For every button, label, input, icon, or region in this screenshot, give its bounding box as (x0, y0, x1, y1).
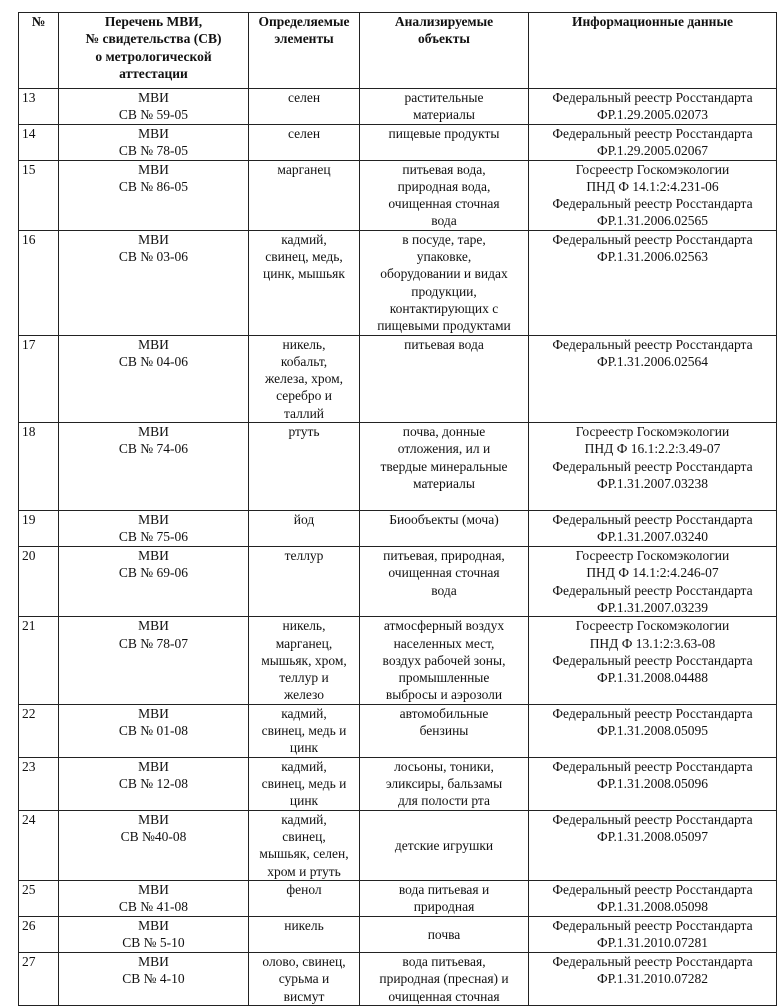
row-info: Федеральный реестр Росстандарта ФР.1.31.2010.07282 (529, 952, 777, 1005)
row-objects: вода питьевая, природная (пресная) и очищенная сточная (360, 952, 529, 1005)
row-info: Госреестр Госкомэкологии ПНД Ф 16.1:2.2:3.49-07 Федеральный реестр Росстандарта ФР.1.31.2007.03238 (529, 423, 777, 511)
row-info: Госреестр Госкомэкологии ПНД Ф 14.1:2:4.246-07 Федеральный реестр Росстандарта ФР.1.31.2007.03239 (529, 547, 777, 617)
table-row (19, 757, 777, 810)
row-mvi: МВИ СВ №40-08 (59, 810, 249, 880)
row-objects: в посуде, таре, упаковке, оборудовании и видах продукции, контактирующих с пищевыми продуктами (360, 230, 529, 335)
row-elements: кадмий, свинец, медь и цинк (249, 757, 360, 810)
row-num: 13 (19, 89, 59, 125)
row-mvi: МВИ СВ № 5-10 (59, 916, 249, 952)
row-mvi: МВИ СВ № 75-06 (59, 511, 249, 547)
row-mvi: МВИ СВ № 12-08 (59, 757, 249, 810)
row-mvi: МВИ СВ № 69-06 (59, 547, 249, 617)
row-elements: селен (249, 89, 360, 125)
row-num: 15 (19, 160, 59, 230)
table-header-row (19, 13, 777, 89)
table-row (19, 125, 777, 161)
header-num: № (19, 13, 59, 89)
row-objects: автомобильные бензины (360, 704, 529, 757)
row-info: Федеральный реестр Росстандарта ФР.1.31.2007.03240 (529, 511, 777, 547)
row-elements: йод (249, 511, 360, 547)
row-num: 25 (19, 880, 59, 916)
row-objects: пищевые продукты (360, 125, 529, 161)
table-row (19, 335, 777, 422)
row-objects: питьевая, природная, очищенная сточная вода (360, 547, 529, 617)
row-objects: почва, донные отложения, ил и твердые минеральные материалы (360, 423, 529, 511)
row-num: 17 (19, 335, 59, 422)
row-info: Федеральный реестр Росстандарта ФР.1.29.2005.02067 (529, 125, 777, 161)
row-mvi: МВИ СВ № 04-06 (59, 335, 249, 422)
row-mvi: МВИ СВ № 01-08 (59, 704, 249, 757)
row-elements: кадмий, свинец, медь, цинк, мышьяк (249, 230, 360, 335)
row-objects: почва (360, 916, 529, 952)
row-elements: фенол (249, 880, 360, 916)
row-num: 21 (19, 617, 59, 704)
row-info: Госреестр Госкомэкологии ПНД Ф 13.1:2:3.63-08 Федеральный реестр Росстандарта ФР.1.31.2008.04488 (529, 617, 777, 704)
row-num: 18 (19, 423, 59, 511)
table-row (19, 810, 777, 880)
row-objects: растительные материалы (360, 89, 529, 125)
row-info: Госреестр Госкомэкологии ПНД Ф 14.1:2:4.231-06 Федеральный реестр Росстандарта ФР.1.31.2006.02565 (529, 160, 777, 230)
table-row (19, 952, 777, 1005)
row-mvi: МВИ СВ № 86-05 (59, 160, 249, 230)
table-row (19, 89, 777, 125)
row-num: 26 (19, 916, 59, 952)
row-objects: Биообъекты (моча) (360, 511, 529, 547)
row-info: Федеральный реестр Росстандарта ФР.1.31.2010.07281 (529, 916, 777, 952)
header-mvi: Перечень МВИ, № свидетельства (СВ) о метрологической аттестации (59, 13, 249, 89)
row-num: 19 (19, 511, 59, 547)
row-elements: кадмий, свинец, мышьяк, селен, хром и ртуть (249, 810, 360, 880)
row-objects: питьевая вода, природная вода, очищенная сточная вода (360, 160, 529, 230)
table-row (19, 547, 777, 617)
row-elements: ртуть (249, 423, 360, 511)
header-elements: Определяемые элементы (249, 13, 360, 89)
row-num: 14 (19, 125, 59, 161)
row-objects: детские игрушки (360, 810, 529, 880)
row-num: 24 (19, 810, 59, 880)
row-elements: никель (249, 916, 360, 952)
row-mvi: МВИ СВ № 78-07 (59, 617, 249, 704)
row-objects: питьевая вода (360, 335, 529, 422)
row-num: 23 (19, 757, 59, 810)
table-row (19, 511, 777, 547)
row-objects: атмосферный воздух населенных мест, воздух рабочей зоны, промышленные выбросы и аэрозоли (360, 617, 529, 704)
table-row (19, 423, 777, 511)
row-num: 20 (19, 547, 59, 617)
table-row (19, 230, 777, 335)
row-elements: марганец (249, 160, 360, 230)
row-mvi: МВИ СВ № 59-05 (59, 89, 249, 125)
row-info: Федеральный реестр Росстандарта ФР.1.31.2008.05097 (529, 810, 777, 880)
mvi-table (18, 12, 777, 1006)
row-mvi: МВИ СВ № 41-08 (59, 880, 249, 916)
row-mvi: МВИ СВ № 4-10 (59, 952, 249, 1005)
row-num: 22 (19, 704, 59, 757)
table-row (19, 160, 777, 230)
row-info: Федеральный реестр Росстандарта ФР.1.31.2008.05095 (529, 704, 777, 757)
row-mvi: МВИ СВ № 03-06 (59, 230, 249, 335)
row-objects: вода питьевая и природная (360, 880, 529, 916)
header-info: Информационные данные (529, 13, 777, 89)
row-info: Федеральный реестр Росстандарта ФР.1.31.2006.02564 (529, 335, 777, 422)
row-info: Федеральный реестр Росстандарта ФР.1.31.2008.05098 (529, 880, 777, 916)
row-elements: селен (249, 125, 360, 161)
row-elements: никель, кобальт, железа, хром, серебро и таллий (249, 335, 360, 422)
row-mvi: МВИ СВ № 78-05 (59, 125, 249, 161)
row-num: 27 (19, 952, 59, 1005)
row-info: Федеральный реестр Росстандарта ФР.1.31.2006.02563 (529, 230, 777, 335)
row-num: 16 (19, 230, 59, 335)
table-row (19, 916, 777, 952)
row-mvi: МВИ СВ № 74-06 (59, 423, 249, 511)
row-elements: кадмий, свинец, медь и цинк (249, 704, 360, 757)
header-objects: Анализируемые объекты (360, 13, 529, 89)
row-info: Федеральный реестр Росстандарта ФР.1.29.2005.02073 (529, 89, 777, 125)
table-row (19, 880, 777, 916)
table-row (19, 617, 777, 704)
row-elements: олово, свинец, сурьма и висмут (249, 952, 360, 1005)
row-objects: лосьоны, тоники, эликсиры, бальзамы для полости рта (360, 757, 529, 810)
row-info: Федеральный реестр Росстандарта ФР.1.31.2008.05096 (529, 757, 777, 810)
row-elements: никель, марганец, мышьяк, хром, теллур и железо (249, 617, 360, 704)
table-row (19, 704, 777, 757)
row-elements: теллур (249, 547, 360, 617)
